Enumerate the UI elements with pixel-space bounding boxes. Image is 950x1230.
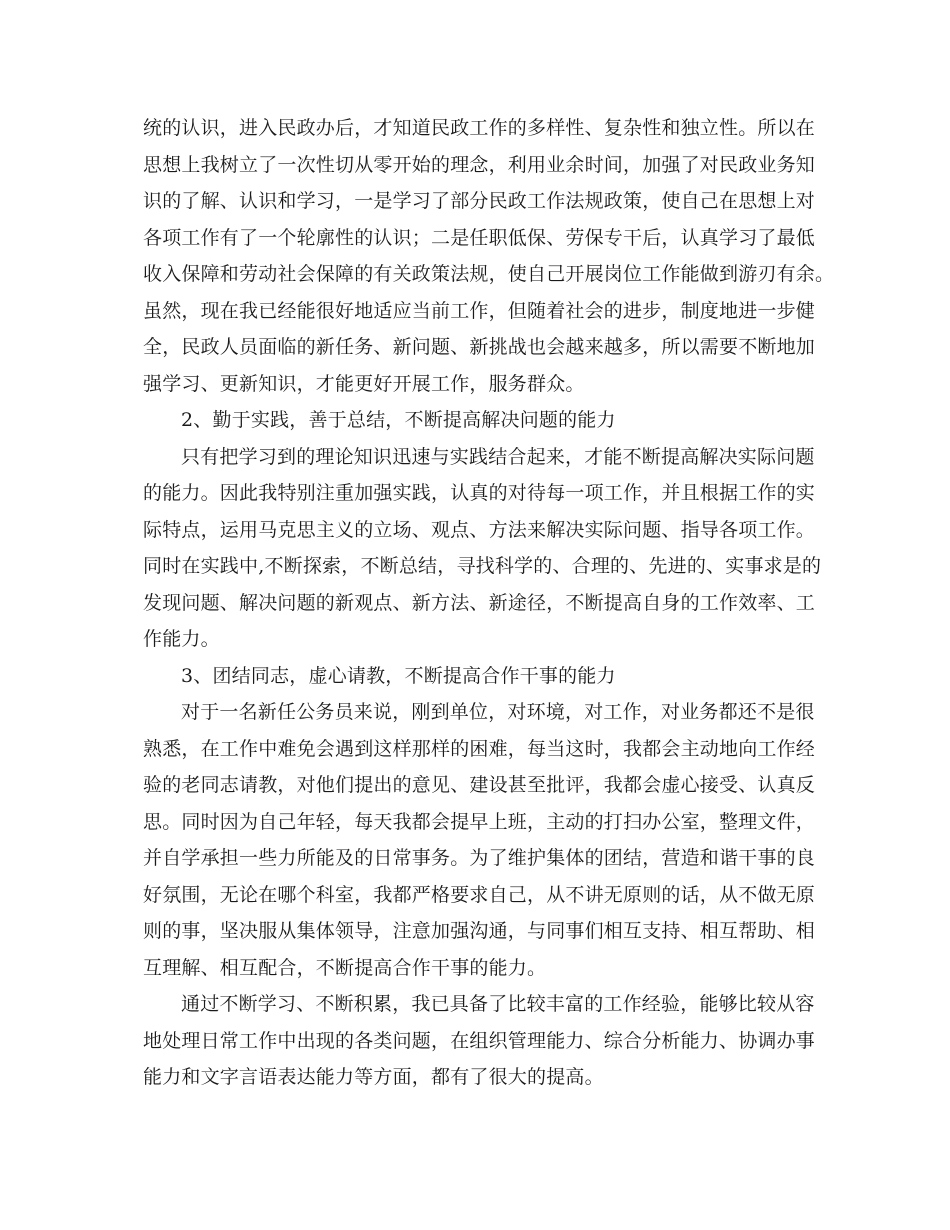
- text-line: 各项工作有了一个轮廓性的认识；二是任职低保、劳保专干后，认真学习了最低: [143, 226, 816, 249]
- text-line: 2、勤于实践，善于总结，不断提高解决问题的能力: [181, 409, 616, 431]
- text-line: 则的事，坚决服从集体领导，注意加强沟通，与同事们相互支持、相互帮助、相: [143, 920, 816, 942]
- text-line: 收入保障和劳动社会保障的有关政策法规，使自己开展岗位工作能做到游刃有余。: [143, 263, 835, 285]
- text-line: 思。同时因为自己年轻，每天我都会提早上班，主动的打扫办公室，整理文件，: [143, 810, 816, 833]
- text-line: 并自学承担一些力所能及的日常事务。为了维护集体的团结，营造和谐干事的良: [143, 847, 816, 869]
- text-line: 互理解、相互配合，不断提高合作干事的能力。: [143, 956, 547, 979]
- text-line: 验的老同志请教，对他们提出的意见、建设甚至批评，我都会虚心接受、认真反: [143, 774, 816, 796]
- text-line: 同时在实践中,不断探索，不断总结，寻找科学的、合理的、先进的、实事求是的: [143, 555, 822, 577]
- text-line: 强学习、更新知识，才能更好开展工作，服务群众。: [143, 372, 585, 395]
- text-line: 通过不断学习、不断积累，我已具备了比较丰富的工作经验，能够比较从容: [181, 993, 815, 1015]
- text-line: 能力和文字言语表达能力等方面，都有了很大的提高。: [143, 1066, 604, 1088]
- text-line: 对于一名新任公务员来说，刚到单位，对环境，对工作，对业务都还不是很: [181, 701, 815, 723]
- text-line: 3、团结同志，虚心请教，不断提高合作干事的能力: [181, 664, 616, 687]
- document-body: [143, 110, 835, 1096]
- text-line: 识的了解、认识和学习，一是学习了部分民政工作法规政策，使自己在思想上对: [143, 190, 816, 212]
- text-line: 思想上我树立了一次性切从零开始的理念，利用业余时间，加强了对民政业务知: [143, 153, 816, 176]
- text-line: 地处理日常工作中出现的各类问题，在组织管理能力、综合分析能力、协调办事: [143, 1029, 816, 1052]
- text-line: 好氛围，无论在哪个科室，我都严格要求自己，从不讲无原则的话，从不做无原: [143, 883, 816, 906]
- text-line: 发现问题、解决问题的新观点、新方法、新途径，不断提高自身的工作效率、工: [143, 591, 816, 614]
- text-line: 全，民政人员面临的新任务、新问题、新挑战也会越来越多，所以需要不断地加: [143, 336, 816, 358]
- text-line: 的能力。因此我特别注重加强实践，认真的对待每一项工作，并且根据工作的实: [143, 482, 816, 504]
- text-line: 只有把学习到的理论知识迅速与实践结合起来，才能不断提高解决实际问题: [181, 445, 815, 468]
- text-line: 统的认识，进入民政办后，才知道民政工作的多样性、复杂性和独立性。所以在: [143, 117, 816, 139]
- text-line: 作能力。: [143, 628, 220, 650]
- text-line: 熟悉，在工作中难免会遇到这样那样的困难，每当这时，我都会主动地向工作经: [143, 737, 816, 760]
- text-line: 虽然，现在我已经能很好地适应当前工作，但随着社会的进步，制度地进一步健: [143, 299, 816, 322]
- text-line: 际特点，运用马克思主义的立场、观点、方法来解决实际问题、指导各项工作。: [143, 518, 816, 541]
